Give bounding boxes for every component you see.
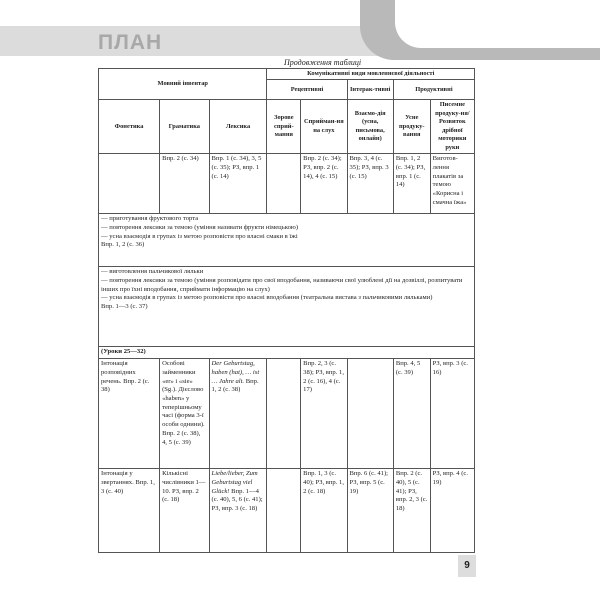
lessons-range: (Уроки 25—32) (99, 347, 475, 359)
row3-listening: Впр. 1, 3 (с. 40); РЗ, впр. 1, 2 (с. 18) (301, 469, 347, 553)
header-communicative-activities: Комунікативні види мовленнєвої діяльності (267, 69, 475, 80)
row3-lexis (209, 469, 267, 553)
row2-visual (267, 359, 301, 469)
table-row (99, 347, 475, 359)
header-tab-cutout (395, 0, 600, 48)
row1-listening: Впр. 2 (с. 34); РЗ, впр. 2 (с. 14), 4 (с. 15) (301, 154, 347, 214)
row2-lexis (209, 359, 267, 469)
project-line: — приготування фруктового торта (101, 215, 199, 223)
row1-speaking: Впр. 1, 2 (с. 34); РЗ, впр. 1 (с. 14) (393, 154, 430, 214)
row3-grammar: Кількісні числівники 1—10. РЗ, впр. 2 (с. 18) (160, 469, 209, 553)
row3-speaking: Впр. 2 (с. 40), 5 (с. 41); РЗ, впр. 2, 3 (с. 18) (393, 469, 430, 553)
col-lexis: Лексика (209, 100, 267, 154)
row2-listening: Впр. 2, 3 (с. 38); РЗ, впр. 1, 2 (с. 16), 4 (с. 17) (301, 359, 347, 469)
col-grammar: Граматика (160, 100, 209, 154)
page-number: 9 (458, 555, 476, 577)
row3-lexis-exercises: Впр. 1—4 (с. 40), 5, 6 (с. 41); РЗ, впр. 3 (с. 18) (211, 487, 263, 512)
header-language-inventory: Мовний інвентар (99, 69, 267, 100)
project-line: — усна взаємодія в групах із метою розповісти про власні смаки в їжі (101, 232, 298, 240)
row2-interaction (347, 359, 393, 469)
row1-writing: Виготов-лення плакатів за темою «Корисна і смачна їжа» (430, 154, 474, 214)
row3-interaction: Впр. 6 (с. 41); РЗ, впр. 5 (с. 19) (347, 469, 393, 553)
table-row (99, 154, 475, 214)
col-visual-perception: Зорове сприй-мання (267, 100, 301, 154)
project-line: — повторення лексики за темою (уміння розповідати про свої вподобання, називаючи свої улюблені дії на дозвіллі, розпитувати інших про їхні вподобання, сприймати інформацію на слух) (101, 276, 463, 293)
col-writing: Писемне продуку-ня/Розвиток дрібної моторики руки (430, 100, 474, 154)
row1-interaction: Впр. 3, 4 (с. 35); РЗ, впр. 3 (с. 15) (347, 154, 393, 214)
project-line: Впр. 1, 2 (с. 36) (101, 241, 145, 249)
row3-visual (267, 469, 301, 553)
row2-grammar: Особові займенники «er» і «sie» (Sg.). Дієслово «haben» у теперішньому часі (форма 3-ї особи однини). Впр. 2 (с. 38), 4, 5 (с. 39) (160, 359, 209, 469)
col-phonetics: Фонетика (99, 100, 160, 154)
header-productive: Продуктивні (393, 80, 474, 100)
finger-puppet-project (99, 267, 475, 347)
row2-writing: РЗ, впр. 3 (с. 16) (430, 359, 474, 469)
row2-lexis-exercises: Впр. 1, 2 (с. 38) (211, 377, 259, 394)
fruit-cake-project (99, 214, 475, 267)
row1-grammar: Впр. 2 (с. 34) (160, 154, 209, 214)
row2-phonetics: Інтонація розповідних речень. Впр. 2 (с. 38) (99, 359, 160, 469)
row2-lexis-phrases: Der Geburtstag, haben (hat), … ist … Jahre alt. (211, 360, 260, 385)
header-receptive: Рецептивні (267, 80, 347, 100)
table-row (99, 214, 475, 267)
col-interaction: Взаємо-дія (усна, письмова, онлайн) (347, 100, 393, 154)
col-listening: Сприйман-ня на слух (301, 100, 347, 154)
table-row (99, 469, 475, 553)
row1-visual (267, 154, 301, 214)
row3-lexis-phrases: Liebe/lieber, Zum Geburtstag viel Glück! (211, 470, 258, 495)
row3-phonetics: Інтонація у звертаннях. Впр. 1, 3 (с. 40) (99, 469, 160, 553)
header-interactive: Інтерак-тивні (347, 80, 393, 100)
lesson-plan-table (98, 68, 475, 553)
col-speaking: Усне продуку-вання (393, 100, 430, 154)
table-row (99, 267, 475, 347)
page-title: ПЛАН (98, 31, 163, 54)
row3-writing: РЗ, впр. 4 (с. 19) (430, 469, 474, 553)
row2-speaking: Впр. 4, 5 (с. 39) (393, 359, 430, 469)
project-line: Впр. 1—3 (с. 37) (101, 302, 148, 310)
row1-phonetics (99, 154, 160, 214)
table-row (99, 359, 475, 469)
table-continuation-caption: Продовження таблиці (284, 58, 362, 67)
row1-lexis: Впр. 1 (с. 34), 3, 5 (с. 35); РЗ, впр. 1 (с. 14) (209, 154, 267, 214)
project-line: — виготовлення пальчикової ляльки (101, 268, 204, 276)
project-line: — повторення лексики за темою (уміння називати фрукти німецькою) (101, 223, 299, 231)
project-line: — усна взаємодія в групах із метою розповісти про власні вподобання (театральна вистава з пальчиковими ляльками) (101, 294, 433, 302)
